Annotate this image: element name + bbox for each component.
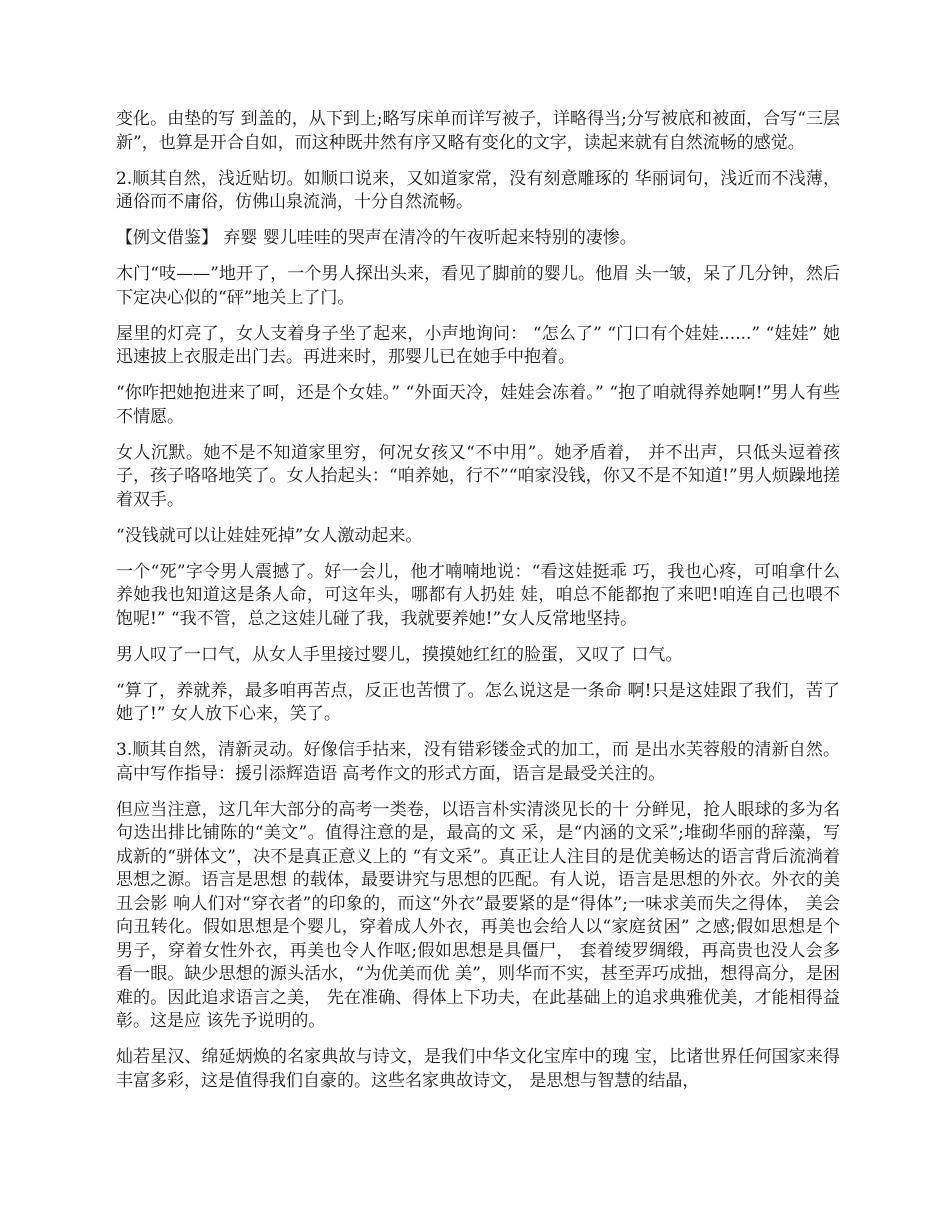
paragraph: 一个“死”字令男人震撼了。好一会儿，他才喃喃地说：“看这娃挺乖 巧，我也心疼，可咱拿什么养她我也知道这是条人命，可这年头，哪都有人扔娃 娃，咱总不能都抱了来吧!咱连自己也喂不饱呢!” “我不管，总之这娃儿碰了我，我就要养她!”女人反常地坚持。 bbox=[116, 561, 840, 629]
paragraph: 灿若星汉、绵延炳焕的名家典故与诗文，是我们中华文化宝库中的瑰 宝，比诸世界任何国家来得丰富多彩，这是值得我们自豪的。这些名家典故诗文， 是思想与智慧的结晶， bbox=[116, 1047, 840, 1091]
paragraph: 女人沉默。她不是不知道家里穷，何况女孩又“不中用”。她矛盾着， 并不出声，只低头逗着孩子，孩子咯咯地笑了。女人抬起头：“咱养她，行不”“咱家没钱，你又不是不知道!”男人烦躁地搓着双手。 bbox=[116, 442, 840, 510]
paragraph: 【例文借鉴】 弃婴 婴儿哇哇的哭声在清冷的午夜听起来特别的凄惨。 bbox=[116, 228, 637, 248]
paragraph: “没钱就可以让娃娃死掉”女人激动起来。 bbox=[116, 525, 423, 546]
paragraph: 3.顺其自然，清新灵动。好像信手拈来，没有错彩镂金式的加工，而 是出水芙蓉般的清新自然。高中写作指导：援引添辉造语 高考作文的形式方面，语言是最受关注的。 bbox=[116, 740, 840, 784]
document-body bbox=[116, 108, 840, 1106]
paragraph: 但应当注意，这几年大部分的高考一类卷，以语言朴实清淡见长的十 分鲜见，抢人眼球的多为名句迭出排比铺陈的“美文”。值得注意的是，最高的文 采，是“内涵的文采”;堆砌华丽的辞藻，写成新的“骈体文”，决不是真正意义上的 “有文采”。真正让人注目的是优美畅达的语言背后流淌着思想之源。语言是思想 的载体，最要讲究与思想的匹配。有人说，语言是思想的外衣。外衣的美丑会影 响人们对“穿衣者”的印象的，而这“外衣”最要紧的是“得体”;一味求美而失之得体， 美会向丑转化。假如思想是个婴儿，穿着成人外衣，再美也会给人以“家庭贫困” 之感;假如思想是个男子，穿着女性外衣，再美也令人作呕;假如思想是具僵尸， 套着绫罗绸缎，再高贵也没人会多看一眼。缺少思想的源头活水，“为优美而优 美”，则华而不实，甚至弄巧成拙，想得高分，是困难的。因此追求语言之美， 先在准确、得体上下功夫，在此基础上的追求典雅优美，才能相得益彰。这是应 该先予说明的。 bbox=[116, 799, 840, 1031]
paragraph: 男人叹了一口气，从女人手里接过婴儿，摸摸她红红的脸蛋，又叹了 口气。 bbox=[116, 644, 683, 665]
paragraph: 2.顺其自然，浅近贴切。如顺口说来，又如道家常，没有刻意雕琢的 华丽词句，浅近而不浅薄，通俗而不庸俗，仿佛山泉流淌，十分自然流畅。 bbox=[116, 168, 840, 212]
paragraph: 木门“吱——”地开了，一个男人探出头来，看见了脚前的婴儿。他眉 头一皱，呆了几分钟，然后下定决心似的“砰”地关上了门。 bbox=[116, 264, 840, 308]
paragraph: 变化。由垫的写 到盖的，从下到上;略写床单而详写被子，详略得当;分写被底和被面，合写“三层 新”，也算是开合自如，而这种既井然有序又略有变化的文字，读起来就有自然流畅的感觉。 bbox=[116, 109, 840, 153]
paragraph: 屋里的灯亮了，女人支着身子坐了起来，小声地询问： “怎么了” “门口有个娃娃......” “娃娃” 她迅速披上衣服走出门去。再进来时，那婴儿已在她手中抱着。 bbox=[116, 323, 840, 367]
paragraph: “算了，养就养，最多咱再苦点，反正也苦惯了。怎么说这是一条命 啊!只是这娃跟了我们，苦了她了!” 女人放下心来，笑了。 bbox=[116, 680, 840, 724]
paragraph: “你咋把她抱进来了呵，还是个女娃。” “外面天冷，娃娃会冻着。” “抱了咱就得养她啊!”男人有些不情愿。 bbox=[116, 383, 840, 427]
